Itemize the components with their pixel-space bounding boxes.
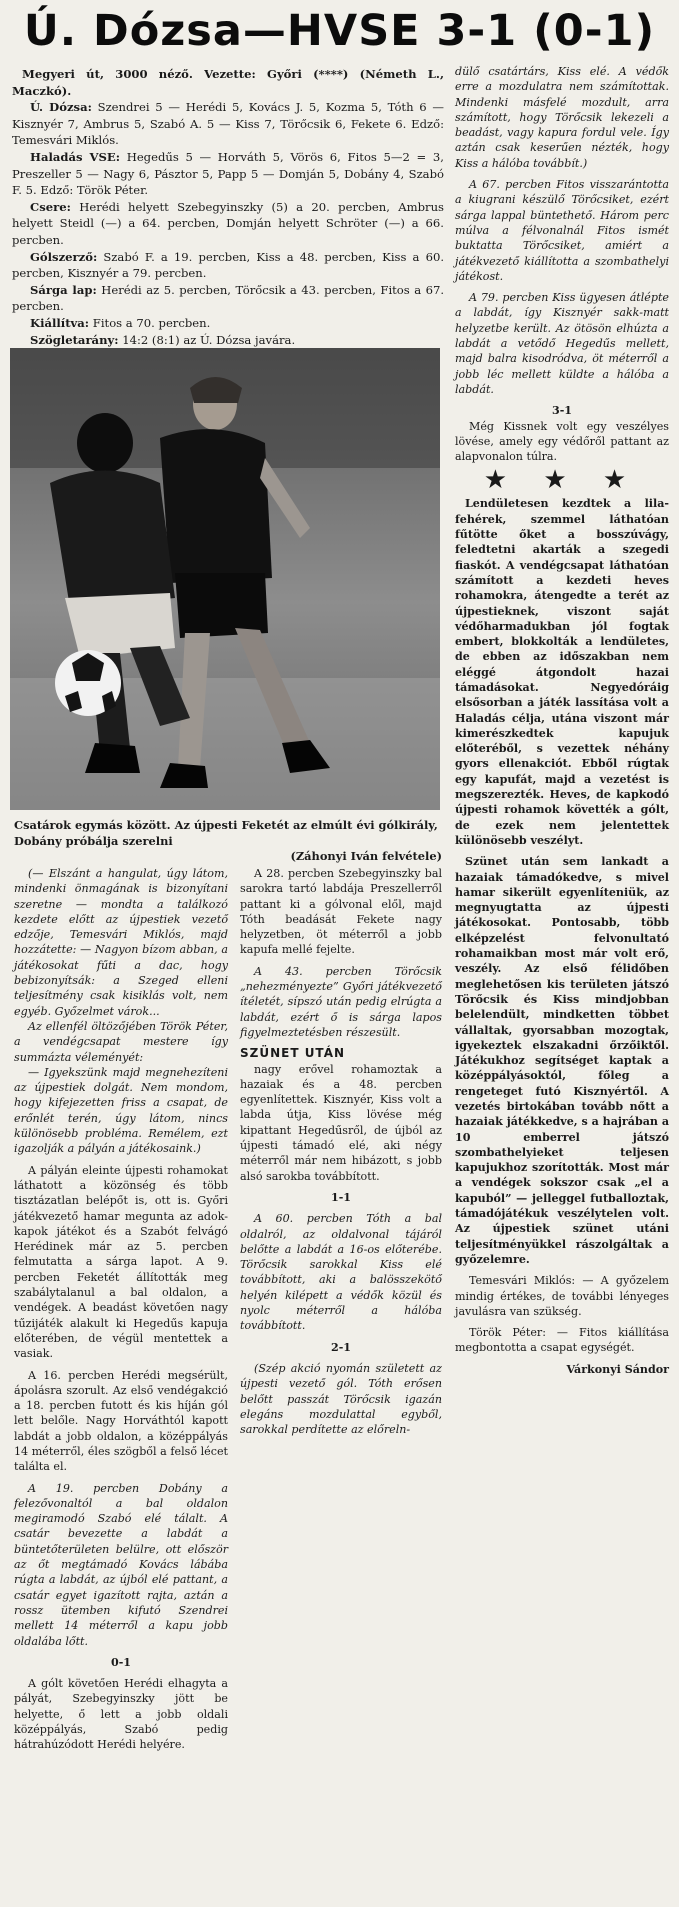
team2-label: Haladás VSE: (30, 149, 121, 164)
yellow-label: Sárga lap: (30, 282, 97, 297)
quote-coach-2: Török Péter: — Fitos kiállítása megbontotta a csapat egységét. (455, 1326, 669, 1355)
paragraph: A 60. percben Tóth a bal oldalról, az oldalvonal tájáról belőtte a labdát a 16-os előterébe. Törőcsik sarokkal Kiss elé továbbított, aki a balösszekötő helyén kilépett a védők közül és nyolc méterről a hálóba továbbított. (240, 1212, 442, 1333)
paragraph: A 43. percben Törőcsik „nehezményezte” Győri játékvezető ítéletét, sípszó után pedig elrúgta a labdát, ezért ő is sárga lapos figyelmeztetésben részesült. (240, 964, 442, 1039)
photo-caption (14, 818, 442, 865)
section-heading: SZÜNET UTÁN (240, 1046, 346, 1061)
section-divider-stars: ★ ★ ★ (483, 465, 641, 496)
score-marker: 1-1 (330, 1190, 352, 1204)
scorers-text: Szabó F. a 19. percben, Kiss a 48. percben, Kiss a 60. percben, Kisznyér a 79. percben. (12, 249, 445, 281)
score-marker: 0-1 (110, 1655, 132, 1669)
paragraph: A 28. percben Szebegyinszky bal sarokra tartó labdája Preszellerről pattant ki a gólvonal elől, majd Tóth beadását Fekete nagy helyzetben, öt méterről a jobb kapufa mellé fejelte. (240, 867, 442, 957)
author-byline: Várkonyi Sándor (566, 1362, 669, 1376)
paragraph: Szünet után sem lankadt a hazaiak támadókedve, s mivel hamar sikerült egyenlíteniük, az megnyugtatta az újpesti játékosokat. Pontosabb, több elképzelést felvonultató rohamaikban most már volt erő, veszély. Az első félidőben meglehetősen kis területen játszó Törőcsik és Kiss mindjobban belelendült, mindketten többet vállaltak, gyorsabban mozogtak, igyekeztek elszakadni őrzőiktől. Játékukhoz segítséget kaptak a középpályásoktól, főleg a rengeteget futó Kisznyértől. A vezetés birtokában tovább nőtt a hazaiak játékkedve, s a hajrában a 10 emberrel játszó szombathelyieket teljesen kapujukhoz szorították. Most már a vendégek sokszor csak „el a kapuból” — jelleggel futballoztak, támadójátékuk veszélytelen volt. Az újpestiek szünet utáni teljesítményükkel rászolgáltak a győzelemre. (455, 855, 670, 1266)
subs-text: Herédi helyett Szebegyinszky (5) a 20. percben, Ambrus helyett Steidl (—) a 64. percben, Domján helyett Schröter (—) a 66. percben. (12, 199, 444, 247)
corners-label: Szögletarány: (30, 332, 119, 347)
paragraph: (Szép akció nyomán született az újpesti vezető gól. Tóth erősen belőtt passzát Törőcsik igazán elegáns mozdulattal egyből, sarokkal perdítette az előreln- (240, 1361, 442, 1437)
paragraph: A gólt követően Herédi elhagyta a pályát, Szebegyinszky jött be helyette, ő lett a jobb oldali középpályás, Szabó pedig hátrahúzódott Herédi helyére. (14, 1677, 228, 1752)
photo-credit: (Záhonyi Iván felvétele) (290, 849, 442, 863)
paragraph: dülő csatártárs, Kiss elé. A védők erre a mozdulatra nem számítottak. Mindenki másfelé mozdult, arra számított, hogy Törőcsik lekezeli a beadást, vagy kapura fordul vele. Így aztán csak keserűen nézték, hogy Kiss a hálóba továbbít.) (455, 65, 669, 170)
paragraph: Az ellenfél öltözőjében Török Péter, a vendégcsapat mestere így summázta véleményét: (14, 1019, 228, 1064)
match-photo (10, 348, 440, 810)
paragraph: A pályán eleinte újpesti rohamokat láthatott a közönség és több tisztázatlan belépőt is, ott is. Győri játékvezető hamar megunta az adok-kapok játékot és a Szabót felvágó Herédinek már az 5. percben felmutatta a sárga lapot. A 9. percben Feketét állították meg szabálytalanul a bal oldalon, a vendégek. A beadást követően nagy tűzijáték alakult ki Hegedűs kapuja előterében, de végül mentettek a vasiak. (14, 1163, 228, 1361)
article-column-1 (14, 866, 228, 1753)
paragraph: — Igyekszünk majd megnehezíteni az újpestiek dolgát. Nem mondom, hogy kifejezetten friss a csapat, de erőnlét terén, úgy látom, nincs különösebb probléma. Remélem, ezt igazolják a pályán a játékosaink.) (14, 1065, 228, 1156)
subs-label: Csere: (30, 199, 71, 214)
team1-label: Ú. Dózsa: (30, 100, 92, 115)
match-details (12, 66, 444, 348)
match-photo-art (10, 348, 440, 810)
headline: Ú. Dózsa—HVSE 3-1 (0-1) (23, 6, 656, 56)
score-marker: 2-1 (330, 1340, 352, 1354)
yellow-text: Herédi az 5. percben, Törőcsik a 43. percben, Fitos a 67. percben. (12, 282, 445, 314)
paragraph: A 16. percben Herédi megsérült, ápolásra szorult. Az első vendégakció a 18. percben futott és kis híján gól lett belőle. Nagy Horváthtól kapott labdát a jobb oldalon, a középpályás 14 méterről, éles szögből a felső lécet találta el. (14, 1368, 228, 1474)
paragraph: A 79. percben Kiss ügyesen átlépte a labdát, így Kisznyér sakk-matt helyzetbe került. Az ötösön elhúzta a labdát a vetődő Hegedűs mellett, majd balra kisodródva, öt méterről a jobb léc mellett küldte a hálóba a labdát. (455, 291, 669, 396)
team1-lineup: Szendrei 5 — Herédi 5, Kovács J. 5, Kozma 5, Tóth 6 — Kisznyér 7, Ambrus 5, Szabó A. 5 — Kiss 7, Törőcsik 6, Fekete 6. Edző: Temesvári Miklós. (12, 100, 445, 148)
corners-text: 14:2 (8:1) az Ú. Dózsa javára. (122, 332, 296, 347)
paragraph: Még Kissnek volt egy veszélyes lövése, amely egy védőről pattant az alapvonalon túlra. (455, 419, 669, 464)
paragraph: Lendületesen kezdtek a lila-fehérek, szemmel láthatóan fűtötte őket a bosszúvágy, feledtetni akarták a szegedi fiaskót. A vendégcsapat láthatóan számított a kezdeti heves rohamokra, átengedte a terét az újpestieknek, viszont saját védőharmadukban jól fogtak embert, blokkolták a lendületes, de ebben az időszakban nem eléggé átgondolt hazai támadásokat. Negyedóráig elsősorban a játék lassítása volt a Haladás célja, utána viszont már kimerészkedtek kapujuk előteréből, s vezettek néhány gyors ellenakciót. Ebből rúgtak egy kapufát, majd a vezetést is megszerezték. Heves, de kapkodó újpesti rohamok követték a gólt, de ezek nem jelentettek különösebb veszélyt. (455, 497, 669, 847)
paragraph: A 19. percben Dobány a felezővonaltól a bal oldalon megiramodó Szabó elé tálalt. A csatár bevezette a labdát a büntetőterületen belülre, ott először az őt megtámadó Kovács lábába rúgta a labdát, az újból elé pattant, a csatár egyet igazított rajta, aztán a rossz ütemben kifutó Szendrei mellett 14 méterről a kapu jobb oldalába lőtt. (14, 1481, 228, 1648)
team2-lineup: Hegedűs 5 — Horváth 5, Vörös 6, Fitos 5—2 = 3, Preszeller 5 — Nagy 6, Pásztor 5, Papp 5 — Domján 5, Dobány 4, Szabó F. 5. Edző: Török Péter. (12, 149, 444, 198)
quote-coach-1: Temesvári Miklós: — A győzelem mindig értékes, de további lényeges javulásra van szükség. (455, 1274, 669, 1318)
article-column-2 (240, 866, 442, 1437)
red-text: Fitos a 70. percben. (92, 315, 211, 330)
red-label: Kiállítva: (30, 315, 90, 330)
paragraph: nagy erővel rohamoztak a hazaiak és a 48. percben egyenlítettek. Kisznyér, Kiss volt a labda útja, Kiss lövése még kipattant Hegedűsről, de újból az újpesti támadó elé, aki négy méterről már nem hibázott, s jobb alsó sarokba továbbított. (240, 1062, 442, 1183)
paragraph: A 67. percben Fitos visszarántotta a kiugrani készülő Törőcsiket, ezért sárga lappal büntethető. Három perc múlva a félvonalnál Fitos ismét buktatta Törőcsiket, amiért a játékvezető kiállította a szombathelyi játékost. (455, 178, 669, 283)
article-column-3 (455, 64, 669, 1377)
photo-caption-text: Csatárok egymás között. Az újpesti Feketét az elmúlt évi gólkirály, Dobány próbálja szerelni (14, 818, 438, 848)
paragraph: (— Elszánt a hangulat, úgy látom, mindenki önmagának is bizonyítani szeretne — mondta a találkozó kezdete előtt az újpestiek vezető edzője, Temesvári Miklós, majd hozzátette: — Nagyon bízom abban, a játékosokat fűti a dac, hogy bebizonyítsák: a Szeged elleni teljesítmény csak kisiklás volt, nem egyéb. Győzelmet várok... (14, 867, 228, 1018)
venue-line: Megyeri út, 3000 néző. Vezette: Győri (****) (Németh L., Maczkó). (12, 67, 444, 98)
score-marker: 3-1 (551, 404, 573, 418)
scorers-label: Gólszerző: (30, 249, 98, 264)
